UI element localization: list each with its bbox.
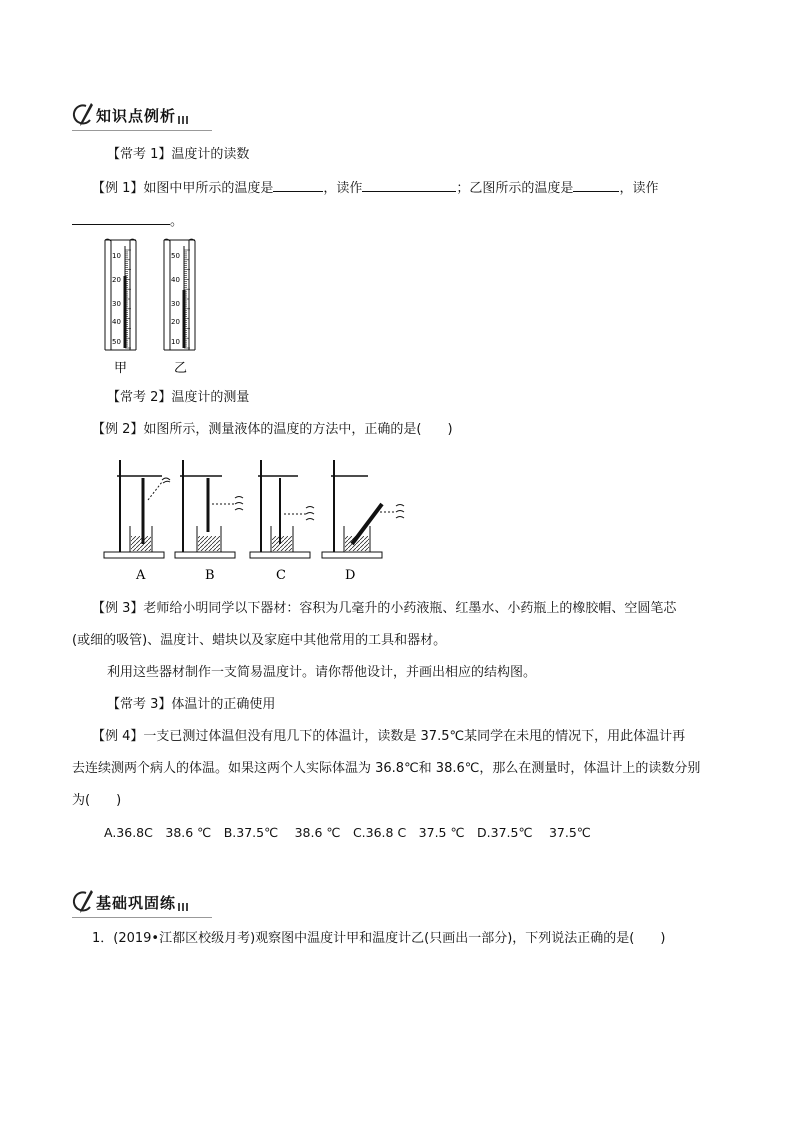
category-3: 【常考 3】体温计的正确使用 — [107, 697, 276, 712]
tick-label: 10 — [112, 252, 121, 260]
example-4-options: A.36.8C 38.6 ℃ B.37.5℃ 38.6 ℃ C.36.8 C 37.5 ℃ D.37.5℃ 37.5℃ — [104, 825, 591, 840]
caption-yi: 乙 — [174, 361, 188, 376]
option-label-b: B — [205, 568, 215, 583]
tick-label: 30 — [112, 300, 121, 308]
stand-b — [175, 460, 243, 558]
stand-a — [104, 460, 170, 558]
answer-blank — [72, 211, 170, 225]
option-label-a: A — [136, 568, 146, 583]
caption-jia: 甲 — [114, 361, 128, 376]
example-1-end: 。 — [170, 214, 184, 229]
tick-label: 40 — [112, 318, 121, 326]
option-label-c: C — [276, 568, 286, 583]
section-underline — [72, 130, 212, 131]
example-4-line3: 为( ) — [72, 793, 122, 808]
example-3-line1: 【例 3】老师给小明同学以下器材：容积为几毫升的小药液瓶、红墨水、小药瓶上的橡胶帽、空圆笔芯 — [92, 601, 677, 616]
stand-c — [250, 460, 314, 558]
thermometer-figure — [100, 238, 220, 378]
decor-dots — [178, 116, 188, 124]
example-1-line1 — [92, 178, 658, 197]
category-2: 【常考 2】温度计的测量 — [107, 390, 250, 405]
example-4-line1: 【例 4】一支已测过体温但没有甩几下的体温计，读数是 37.5℃某同学在未甩的情况下，用此体温计再 — [92, 729, 686, 744]
decor-dots — [178, 903, 188, 911]
thermometer-right — [164, 239, 195, 376]
example-2: 【例 2】如图所示，测量液体的温度的方法中，正确的是( ) — [92, 422, 453, 437]
category-1: 【常考 1】温度计的读数 — [107, 147, 250, 162]
answer-blank — [573, 178, 619, 192]
question-1: 1．(2019•江都区校级月考)观察图中温度计甲和温度计乙(只画出一部分)，下列说法正确的是( ) — [92, 931, 666, 946]
example-1-mid2: ；乙图所示的温度是 — [456, 181, 574, 196]
section-underline — [72, 917, 212, 918]
pen-circle-icon — [72, 889, 94, 915]
thermometer-left — [105, 239, 136, 376]
example-1-mid3: ，读作 — [619, 181, 659, 196]
stand-d — [322, 460, 404, 558]
section-header-knowledge — [72, 100, 188, 130]
section-title: 知识点例析 — [96, 106, 177, 125]
tick-label: 20 — [112, 276, 121, 284]
tick-label: 10 — [171, 338, 180, 346]
pen-circle-icon — [72, 102, 94, 128]
tick-label: 40 — [171, 276, 180, 284]
measurement-figure — [100, 452, 420, 584]
section-title: 基础巩固练 — [96, 893, 177, 912]
example-1-line2 — [72, 211, 183, 230]
example-3-line2: (或细的吸管)、温度计、蜡块以及家庭中其他常用的工具和器材。 — [72, 633, 447, 648]
tick-label: 30 — [171, 300, 180, 308]
example-1-mid1: ，读作 — [323, 181, 363, 196]
example-4-line2: 去连续测两个病人的体温。如果这两个人实际体温为 36.8℃和 38.6℃，那么在测量时，体温计上的读数分别 — [72, 761, 701, 776]
section-header-basic — [72, 887, 188, 917]
tick-label: 50 — [171, 252, 180, 260]
tick-label: 50 — [112, 338, 121, 346]
example-1-lead: 【例 1】如图中甲所示的温度是 — [92, 181, 274, 196]
example-3-line3: 利用这些器材制作一支简易温度计。请你帮他设计，并画出相应的结构图。 — [107, 665, 537, 680]
answer-blank — [362, 178, 456, 192]
option-label-d: D — [345, 568, 356, 583]
answer-blank — [273, 178, 323, 192]
tick-label: 20 — [171, 318, 180, 326]
